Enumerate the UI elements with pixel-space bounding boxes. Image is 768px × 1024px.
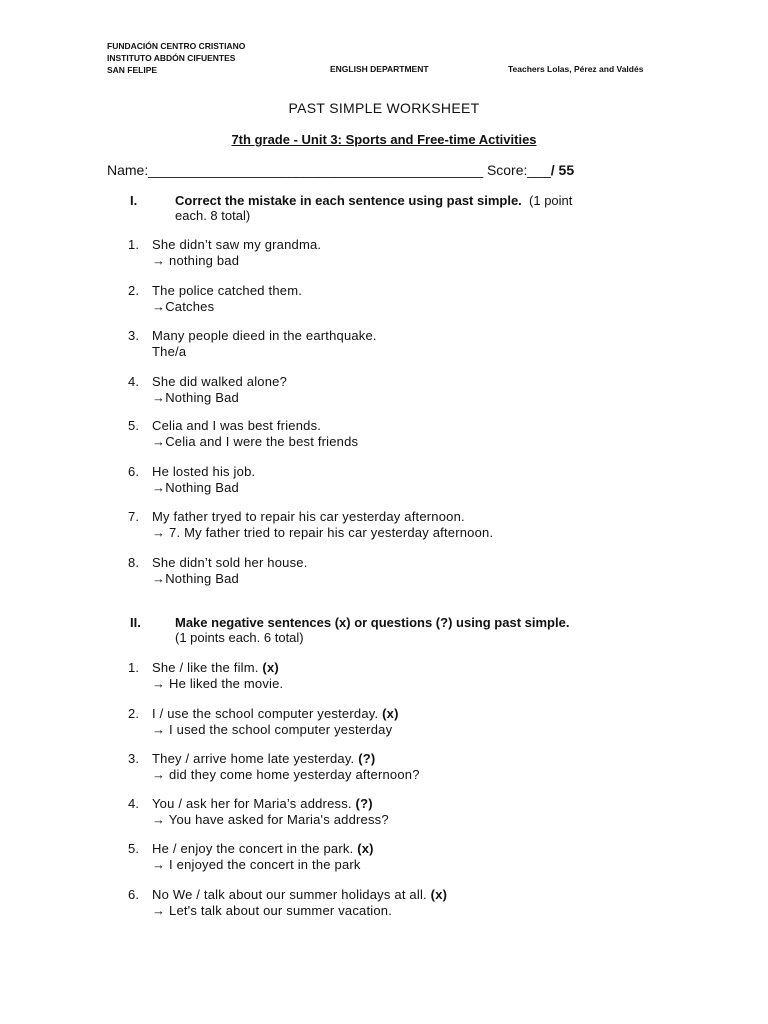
item-answer: → nothing bad (152, 252, 240, 268)
s1-item (128, 509, 493, 540)
item-mark: (x) (262, 660, 279, 675)
item-answer: The/a (152, 343, 187, 359)
page-subtitle (0, 132, 768, 147)
item-number: 1. (128, 237, 140, 252)
item-question: My father tryed to repair his car yesterday afternoon. (152, 509, 465, 524)
item-mark: (?) (358, 751, 376, 766)
teachers-label: Teachers Lolas, Pérez and Valdés (508, 64, 644, 74)
s1-item (128, 283, 302, 314)
item-answer: → I enjoyed the concert in the park (152, 856, 361, 872)
item-number: 3. (128, 751, 140, 766)
item-question: He / enjoy the concert in the park. (152, 841, 354, 856)
section-1-instruction: Correct the mistake in each sentence using past simple. (175, 193, 522, 208)
item-question: They / arrive home late yesterday. (152, 751, 355, 766)
s2-item (128, 796, 389, 827)
name-field: Name:___________________________________________ (107, 162, 484, 178)
section-1-points-cont: each. 8 total) (175, 208, 251, 223)
s1-item (128, 237, 321, 268)
school-name-line1: FUNDACIÓN CENTRO CRISTIANO (107, 41, 246, 51)
item-number: 7. (128, 509, 140, 524)
s1-item (128, 418, 358, 449)
s2-item (128, 751, 420, 782)
item-question: She didn’t sold her house. (152, 555, 308, 570)
score-field: Score:___ (486, 162, 551, 178)
section-2-heading (130, 615, 569, 646)
item-answer: →Catches (152, 298, 215, 314)
item-question: He losted his job. (152, 464, 256, 479)
s1-item (128, 464, 255, 495)
item-question: She didn’t saw my grandma. (152, 237, 322, 252)
score-total: / 55 (550, 162, 575, 178)
s1-item (128, 374, 287, 405)
item-number: 8. (128, 555, 140, 570)
item-number: 5. (128, 841, 140, 856)
section-2-number: II. (130, 615, 141, 630)
item-question: Celia and I was best friends. (152, 418, 322, 433)
section-2-instruction: Make negative sentences (x) or questions (?) using past simple. (175, 615, 570, 630)
item-answer: →Nothing Bad (152, 570, 239, 586)
item-question: No We / talk about our summer holidays at all. (152, 887, 427, 902)
item-question: The police catched them. (152, 283, 303, 298)
name-score-line (107, 162, 574, 178)
subtitle-text: 7th grade - Unit 3: Sports and Free-time Activities (231, 132, 537, 147)
item-number: 6. (128, 887, 140, 902)
item-answer: → Let's talk about our summer vacation. (152, 902, 393, 918)
section-1-number: I. (130, 193, 138, 208)
item-number: 3. (128, 328, 140, 343)
section-1-heading (130, 193, 572, 224)
item-number: 1. (128, 660, 140, 675)
item-question: She / like the film. (152, 660, 259, 675)
item-question: You / ask her for Maria’s address. (152, 796, 352, 811)
item-answer: → You have asked for Maria's address? (152, 811, 389, 827)
s2-item (128, 887, 447, 918)
item-answer: →Celia and I were the best friends (152, 433, 359, 449)
item-number: 6. (128, 464, 140, 479)
item-number: 2. (128, 706, 140, 721)
item-question: Many people dieed in the earthquake. (152, 328, 377, 343)
item-number: 2. (128, 283, 140, 298)
item-answer: → 7. My father tried to repair his car yesterday afternoon. (152, 524, 494, 540)
item-mark: (?) (355, 796, 373, 811)
item-number: 4. (128, 374, 140, 389)
section-2-points: (1 points each. 6 total) (175, 630, 304, 645)
item-answer: → I used the school computer yesterday (152, 721, 393, 737)
item-mark: (x) (382, 706, 399, 721)
s2-item (128, 660, 283, 691)
s2-item (128, 841, 374, 872)
item-mark: (x) (357, 841, 374, 856)
s2-item (128, 706, 399, 737)
item-mark: (x) (430, 887, 448, 902)
school-header (107, 40, 245, 76)
department-label: ENGLISH DEPARTMENT (330, 64, 429, 74)
item-answer: → did they come home yesterday afternoon? (152, 766, 420, 782)
school-name-line3: SAN FELIPE (107, 65, 158, 75)
item-answer: →Nothing Bad (152, 479, 239, 495)
page-title: PAST SIMPLE WORKSHEET (288, 100, 480, 116)
item-number: 4. (128, 796, 140, 811)
school-name-line2: INSTITUTO ABDÓN CIFUENTES (107, 53, 236, 63)
item-answer: →Nothing Bad (152, 389, 239, 405)
section-1-points: (1 point (529, 193, 573, 208)
item-question: She did walked alone? (152, 374, 288, 389)
item-number: 5. (128, 418, 140, 433)
item-question: I / use the school computer yesterday. (152, 706, 379, 721)
item-answer: → He liked the movie. (152, 675, 284, 691)
s1-item (128, 328, 377, 359)
s1-item (128, 555, 308, 586)
